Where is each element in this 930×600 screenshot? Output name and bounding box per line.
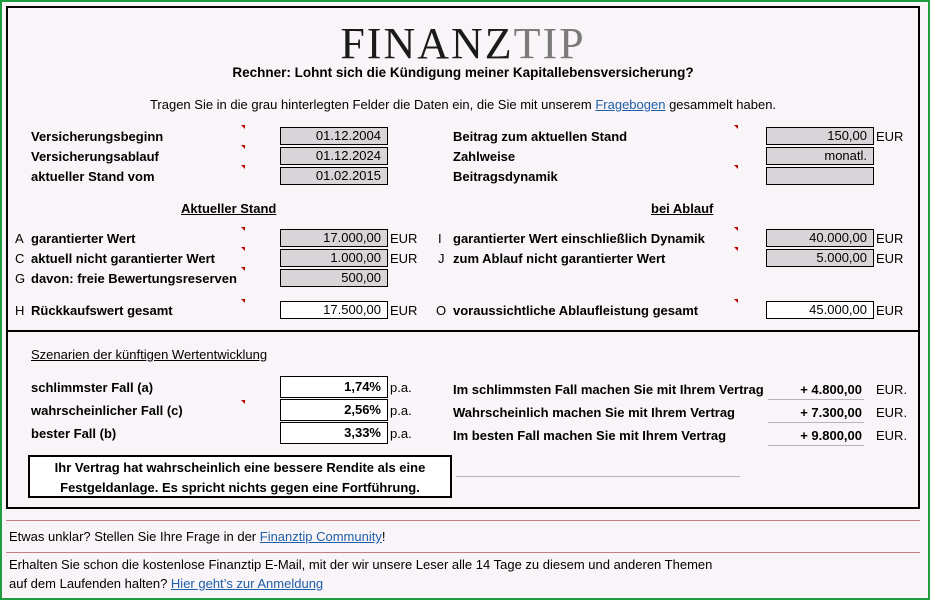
row-letter: A (15, 231, 24, 246)
page-title: Rechner: Lohnt sich die Kündigung meiner Kapitallebensversicherung? (232, 65, 694, 80)
row-letter: J (438, 251, 445, 266)
garantierter-wert-input[interactable]: 17.000,00 (280, 229, 388, 247)
scenario-label-worst: schlimmster Fall (a) (31, 380, 154, 395)
label-bewertungsreserven: davon: freie Bewertungsreserven (31, 271, 237, 286)
comment-marker (241, 125, 245, 129)
unit-label: EUR (390, 251, 418, 266)
scenario-label-likely: wahrscheinlicher Fall (c) (31, 403, 183, 418)
community-after: ! (381, 529, 386, 544)
comment-marker (241, 227, 245, 231)
unit-label: EUR (390, 231, 418, 246)
verdict-line2: Festgeldanlage. Es spricht nichts gegen eine Fortführung. (60, 480, 420, 495)
footer-divider (6, 552, 920, 553)
unit-label: EUR (876, 231, 904, 246)
comment-marker (734, 227, 738, 231)
comment-marker (241, 267, 245, 271)
label-garantierter-wert-dynamik: garantierter Wert einschließlich Dynamik (453, 231, 705, 246)
result-label-worst: Im schlimmsten Fall machen Sie mit Ihrem Vertrag (453, 382, 764, 397)
community-text (9, 529, 385, 545)
garantierter-wert-dynamik-input[interactable]: 40.000,00 (766, 229, 874, 247)
unit-label: EUR. (876, 405, 908, 420)
label-nicht-garantierter-wert: aktuell nicht garantierter Wert (31, 251, 215, 266)
result-label-likely: Wahrscheinlich machen Sie mit Ihrem Vertrag (453, 405, 736, 420)
result-label-best: Im besten Fall machen Sie mit Ihrem Vertrag (453, 428, 727, 443)
unit-label: EUR (876, 303, 904, 318)
section-bei-ablauf: bei Ablauf (651, 201, 714, 216)
unit-label: EUR. (876, 382, 908, 397)
scenario-rate-best[interactable]: 3,33% (280, 422, 388, 444)
newsletter-signup-link[interactable]: Hier geht’s zur Anmeldung (170, 576, 324, 591)
beitrag-unit: EUR (876, 129, 904, 144)
label-ablauf-nicht-garantiert: zum Ablauf nicht garantierter Wert (453, 251, 666, 266)
verdict-line1: Ihr Vertrag hat wahrscheinlich eine bessere Rendite als eine (54, 460, 426, 475)
comment-marker (241, 299, 245, 303)
section-aktueller-stand: Aktueller Stand (181, 201, 277, 216)
row-letter: O (436, 303, 447, 318)
footer-divider (6, 520, 920, 521)
cell-border (768, 422, 864, 423)
unit-label: p.a. (390, 403, 412, 418)
label-ablaufleistung: voraussichtliche Ablaufleistung gesamt (453, 303, 699, 318)
instruction-before: Tragen Sie in die grau hinterlegten Felder die Daten ein, die Sie mit unserem (149, 97, 596, 112)
newsletter-before: auf dem Laufenden halten? (9, 576, 171, 591)
result-value-likely: + 7.300,00 (800, 405, 862, 420)
beitragsdynamik-input[interactable] (766, 167, 874, 185)
label-zahlweise: Zahlweise (453, 149, 516, 164)
label-garantierter-wert: garantierter Wert (31, 231, 136, 246)
finanztip-logo (8, 20, 918, 68)
comment-marker (734, 299, 738, 303)
comment-marker (241, 165, 245, 169)
label-versicherungsablauf: Versicherungsablauf (31, 149, 159, 164)
rueckkaufswert-value: 17.500,00 (280, 301, 388, 319)
nicht-garantierter-wert-input[interactable]: 1.000,00 (280, 249, 388, 267)
newsletter-line1: Erhalten Sie schon die kostenlose Finanztip E-Mail, mit der wir unsere Leser alle 14 Tage zu diesem und anderen Themen (9, 557, 713, 572)
versicherungsbeginn-input[interactable]: 01.12.2004 (280, 127, 388, 145)
bewertungsreserven-input[interactable]: 500,00 (280, 269, 388, 287)
comment-marker (734, 125, 738, 129)
ablauf-nicht-garantiert-input[interactable]: 5.000,00 (766, 249, 874, 267)
unit-label: p.a. (390, 426, 412, 441)
instruction-after: gesammelt haben. (665, 97, 777, 112)
verdict-box (28, 455, 452, 498)
scenario-rate-likely[interactable]: 2,56% (280, 399, 388, 421)
unit-label: p.a. (390, 380, 412, 395)
row-letter: I (438, 231, 442, 246)
comment-marker (241, 145, 245, 149)
versicherungsablauf-input[interactable]: 01.12.2024 (280, 147, 388, 165)
label-aktueller-stand-vom: aktueller Stand vom (31, 169, 155, 184)
cell-border (456, 476, 740, 477)
aktueller-stand-input[interactable]: 01.02.2015 (280, 167, 388, 185)
comment-marker (734, 165, 738, 169)
label-beitragsdynamik: Beitragsdynamik (453, 169, 558, 184)
comment-marker (241, 247, 245, 251)
row-letter: G (15, 271, 26, 286)
result-value-worst: + 4.800,00 (800, 382, 862, 397)
label-beitrag: Beitrag zum aktuellen Stand (453, 129, 628, 144)
scenario-rate-worst[interactable]: 1,74% (280, 376, 388, 398)
comment-marker (241, 400, 245, 404)
row-letter: H (15, 303, 25, 318)
calculator-panel (6, 6, 920, 509)
label-versicherungsbeginn: Versicherungsbeginn (31, 129, 164, 144)
scenarios-title: Szenarien der künftigen Wertentwicklung (31, 347, 268, 362)
instruction-text (8, 97, 918, 113)
cell-border (768, 445, 864, 446)
zahlweise-select[interactable]: monatl. (766, 147, 874, 165)
community-before: Etwas unklar? Stellen Sie Ihre Frage in der (9, 529, 260, 544)
comment-marker (734, 247, 738, 251)
beitrag-input[interactable]: 150,00 (766, 127, 874, 145)
label-rueckkaufswert: Rückkaufswert gesamt (31, 303, 173, 318)
community-link[interactable]: Finanztip Community (259, 529, 382, 544)
result-value-best: + 9.800,00 (800, 428, 862, 443)
fragebogen-link[interactable]: Fragebogen (595, 97, 666, 112)
unit-label: EUR (876, 251, 904, 266)
section-divider (8, 330, 918, 332)
unit-label: EUR. (876, 428, 908, 443)
cell-border (768, 399, 864, 400)
logo-part1: FINANZ (340, 19, 514, 68)
logo-part2: TIP (513, 19, 586, 68)
row-letter: C (15, 251, 25, 266)
newsletter-line2 (9, 576, 323, 592)
scenario-label-best: bester Fall (b) (31, 426, 117, 441)
unit-label: EUR (390, 303, 418, 318)
ablaufleistung-value: 45.000,00 (766, 301, 874, 319)
